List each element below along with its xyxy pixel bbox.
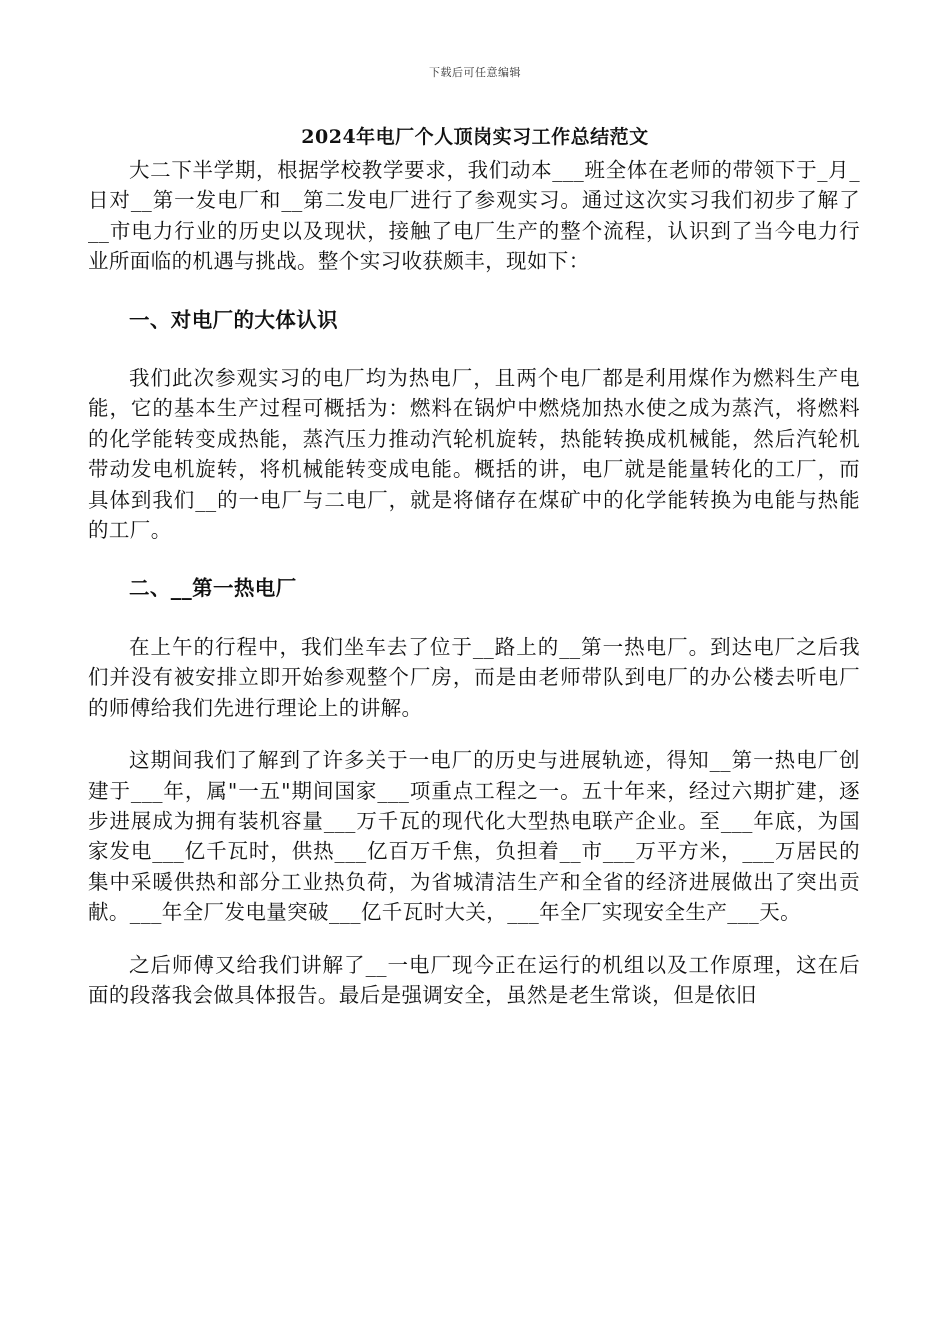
header-note: 下载后可任意编辑 bbox=[429, 66, 521, 79]
section-heading-1: 一、对电厂的大体认识 bbox=[129, 307, 338, 332]
paragraph-history: 这期间我们了解到了许多关于一电厂的历史与进展轨迹，得知__第一热电厂创建于___年，属"一五"期间国家___项重点工程之一。五十年来，经过六期扩建，逐步进展成为拥有装机容量___万千瓦的现代化大型热电联产企业。至___年底，为国家发电___亿千瓦时，供热___亿百万千焦，负担着__市___万平方米，___万居民的集中采暖供热和部分工业热负荷，为省城清洁生产和全省的经济进展做出了突出贡献。___年全厂发电量突破___亿千瓦时大关，___年全厂实现安全生产___天。 bbox=[88, 748, 860, 925]
document-title: 2024年电厂个人顶岗实习工作总结范文 bbox=[301, 126, 649, 148]
document-body bbox=[88, 155, 860, 1010]
section-heading-2: 二、__第一热电厂 bbox=[129, 576, 297, 601]
paragraph-morning-visit: 在上午的行程中，我们坐车去了位于__路上的__第一热电厂。到达电厂之后我们并没有被安排立即开始参观整个厂房，而是由老师带队到电厂的办公楼去听电厂的师傅给我们先进行理论上的讲解。 bbox=[88, 634, 860, 720]
paragraph-units: 之后师傅又给我们讲解了__一电厂现今正在运行的机组以及工作原理，这在后面的段落我会做具体报告。最后是强调安全，虽然是老生常谈，但是依旧 bbox=[88, 952, 860, 1007]
paragraph-overview: 我们此次参观实习的电厂均为热电厂，且两个电厂都是利用煤作为燃料生产电能，它的基本生产过程可概括为：燃料在锅炉中燃烧加热水使之成为蒸汽，将燃料的化学能转变成热能，蒸汽压力推动汽轮机旋转，热能转换成机械能，然后汽轮机带动发电机旋转，将机械能转变成电能。概括的讲，电厂就是能量转化的工厂，而具体到我们__的一电厂与二电厂，就是将储存在煤矿中的化学能转换为电能与热能的工厂。 bbox=[88, 366, 860, 543]
paragraph-intro: 大二下半学期，根据学校教学要求，我们动本___班全体在老师的带领下于_月_日对__第一发电厂和__第二发电厂进行了参观实习。通过这次实习我们初步了解了__市电力行业的历史以及现状，接触了电厂生产的整个流程，认识到了当今电力行业所面临的机遇与挑战。整个实习收获颇丰，现如下： bbox=[88, 158, 860, 274]
